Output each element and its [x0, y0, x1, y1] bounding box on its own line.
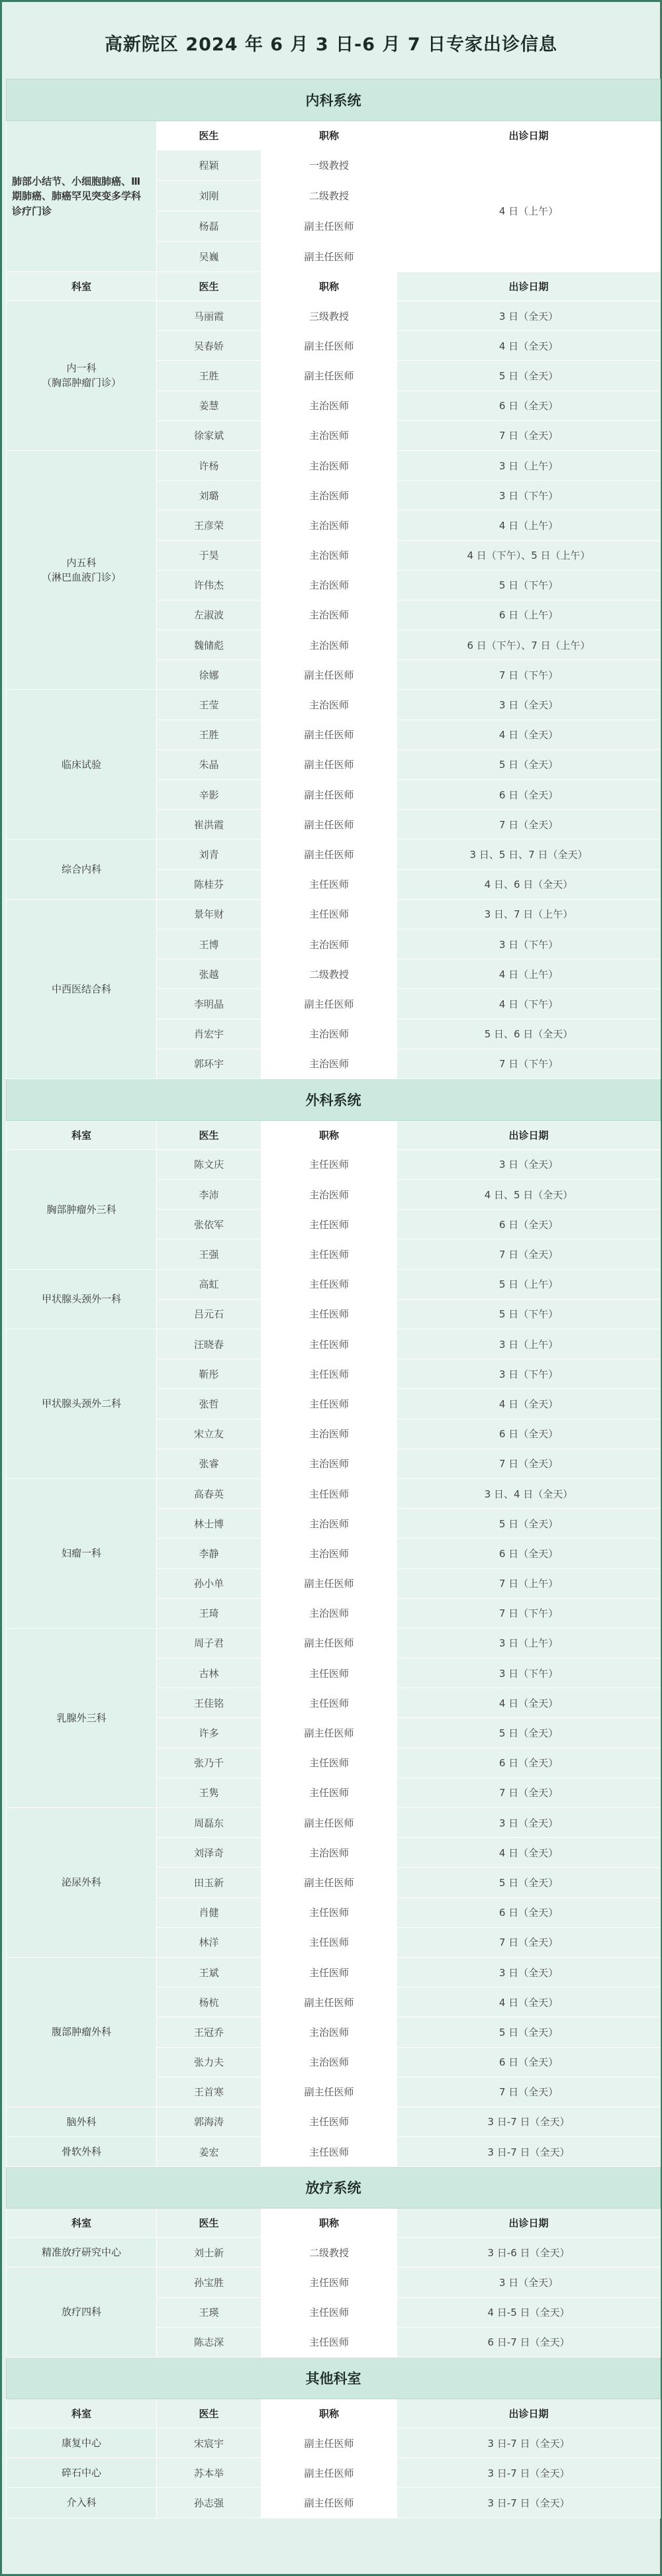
- doctor-name: 张依军: [157, 1210, 261, 1239]
- doctor-title: 主任医师: [261, 1927, 397, 1957]
- doctor-title: 副主任医师: [261, 1808, 397, 1838]
- doctor-title: 主任医师: [261, 1299, 397, 1329]
- department-name: 脑外科: [7, 2107, 157, 2136]
- clinic-date: 6 日（全天）: [397, 1897, 661, 1927]
- doctor-title: 主治医师: [261, 481, 397, 510]
- doctor-name: 王斌: [157, 1957, 261, 1987]
- doctor-title: 副主任医师: [261, 2077, 397, 2107]
- clinic-date: 4 日（下午）、5 日（上午）: [397, 540, 661, 570]
- doctor-title: 主任医师: [261, 1778, 397, 1807]
- clinic-date: 3 日-7 日（全天）: [397, 2428, 661, 2458]
- doctor-title: 主任医师: [261, 2327, 397, 2357]
- clinic-date: 3 日（全天）: [397, 1808, 661, 1838]
- doctor-name: 辛影: [157, 780, 261, 810]
- doctor-title: 主治医师: [261, 600, 397, 630]
- department-name: 放疗四科: [7, 2267, 157, 2358]
- clinic-date: 6 日（全天）: [397, 1210, 661, 1239]
- doctor-name: 古林: [157, 1658, 261, 1688]
- doctor-name: 程颖: [157, 150, 261, 181]
- clinic-date: 3 日（全天）: [397, 301, 661, 331]
- clinic-date: 3 日（全天）: [397, 1149, 661, 1179]
- doctor-name: 张力夫: [157, 2047, 261, 2077]
- doctor-name: 张哲: [157, 1389, 261, 1419]
- doctor-name: 魏储彪: [157, 630, 261, 660]
- clinic-date: 7 日（下午）: [397, 1049, 661, 1078]
- clinic-date: 6 日（上午）: [397, 600, 661, 630]
- doctor-name: 林洋: [157, 1927, 261, 1957]
- doctor-name: 许多: [157, 1718, 261, 1748]
- clinic-date: 5 日（上午）: [397, 1269, 661, 1299]
- clinic-date: 3 日（上午）: [397, 1329, 661, 1359]
- table-row: [7, 2238, 661, 2267]
- table-row: [7, 2107, 661, 2136]
- table-row: [7, 2458, 661, 2488]
- department-name: 精准放疗研究中心: [7, 2238, 157, 2267]
- table-row: [7, 1957, 661, 1987]
- table-row: [7, 1478, 661, 1508]
- doctor-name: 田玉新: [157, 1868, 261, 1897]
- doctor-name: 王隽: [157, 1778, 261, 1807]
- doctor-title: 一级教授: [261, 150, 397, 181]
- doctor-title: 副主任医师: [261, 242, 397, 272]
- clinic-date: 3 日、5 日、7 日（全天）: [397, 839, 661, 869]
- doctor-name: 高春英: [157, 1478, 261, 1508]
- table-row: [7, 2267, 661, 2297]
- clinic-date: 3 日、7 日（上午）: [397, 899, 661, 929]
- doctor-name: 周子君: [157, 1628, 261, 1658]
- section-title: 放疗系统: [7, 2167, 661, 2209]
- doctor-name: 杨杭: [157, 1987, 261, 2017]
- doctor-title: 副主任医师: [261, 1718, 397, 1748]
- doctor-name: 吴春娇: [157, 331, 261, 361]
- doctor-title: 副主任医师: [261, 331, 397, 361]
- doctor-title: 副主任医师: [261, 211, 397, 242]
- clinic-date: 4 日（全天）: [397, 331, 661, 361]
- doctor-title: 副主任医师: [261, 839, 397, 869]
- doctor-name: 王琦: [157, 1598, 261, 1628]
- clinic-date: 3 日、4 日（全天）: [397, 1478, 661, 1508]
- clinic-date: 7 日（全天）: [397, 1449, 661, 1478]
- table-row: [7, 1808, 661, 1838]
- doctor-title: 主任医师: [261, 1688, 397, 1718]
- header-dept: 科室: [7, 272, 157, 301]
- doctor-title: 主任医师: [261, 1897, 397, 1927]
- doctor-title: 主治医师: [261, 540, 397, 570]
- doctor-title: 主任医师: [261, 2137, 397, 2167]
- doctor-title: 主治医师: [261, 2047, 397, 2077]
- doctor-title: 主治医师: [261, 510, 397, 540]
- header-doctor: 医生: [157, 2399, 261, 2428]
- table-row: [7, 690, 661, 720]
- doctor-name: 许伟杰: [157, 570, 261, 600]
- clinic-date: 4 日（上午）: [397, 959, 661, 989]
- clinic-date: 6 日（全天）: [397, 1748, 661, 1778]
- doctor-title: 副主任医师: [261, 810, 397, 839]
- department-name: 骨软外科: [7, 2137, 157, 2167]
- doctor-title: 主治医师: [261, 1180, 397, 1210]
- doctor-title: 二级教授: [261, 2238, 397, 2267]
- special-clinic-name: 肺部小结节、小细胞肺癌、Ⅲ期肺癌、肺癌罕见突变多学科诊疗门诊: [7, 121, 157, 272]
- department-name: 甲状腺头颈外二科: [7, 1329, 157, 1479]
- department-name: 内一科 （胸部肿瘤门诊）: [7, 301, 157, 451]
- clinic-date: 7 日（全天）: [397, 1778, 661, 1807]
- clinic-date: 3 日（下午）: [397, 1658, 661, 1688]
- header-doctor: 医生: [157, 2209, 261, 2238]
- doctor-name: 孙宝胜: [157, 2267, 261, 2297]
- clinic-date: 5 日（全天）: [397, 1718, 661, 1748]
- clinic-date: 4 日（全天）: [397, 1389, 661, 1419]
- doctor-name: 于昊: [157, 540, 261, 570]
- doctor-title: 主任医师: [261, 1478, 397, 1508]
- clinic-date: 5 日（全天）: [397, 1509, 661, 1539]
- doctor-title: 主任医师: [261, 1957, 397, 1987]
- doctor-name: 王莹: [157, 690, 261, 720]
- department-name: 康复中心: [7, 2428, 157, 2458]
- header-title: 职称: [261, 121, 397, 150]
- doctor-name: 张睿: [157, 1449, 261, 1478]
- doctor-name: 景年财: [157, 899, 261, 929]
- doctor-title: 二级教授: [261, 959, 397, 989]
- section-title: 内科系统: [7, 79, 661, 121]
- doctor-title: 主治医师: [261, 1449, 397, 1478]
- doctor-title: 主任医师: [261, 1658, 397, 1688]
- clinic-date: 3 日（下午）: [397, 481, 661, 510]
- clinic-date: 3 日-7 日（全天）: [397, 2488, 661, 2518]
- clinic-date: 3 日（全天）: [397, 2267, 661, 2297]
- clinic-date: 5 日（下午）: [397, 1299, 661, 1329]
- table-row: [7, 899, 661, 929]
- doctor-title: 主治医师: [261, 420, 397, 450]
- clinic-date: 3 日-6 日（全天）: [397, 2238, 661, 2267]
- department-name: 碎石中心: [7, 2458, 157, 2488]
- header-date: 出诊日期: [397, 2399, 661, 2428]
- table-row: [7, 2137, 661, 2167]
- table-row: [7, 450, 661, 480]
- doctor-name: 刘青: [157, 839, 261, 869]
- table-row: [7, 1269, 661, 1299]
- doctor-title: 主治医师: [261, 1509, 397, 1539]
- header-date: 出诊日期: [397, 1120, 661, 1149]
- clinic-date: 5 日（全天）: [397, 1868, 661, 1897]
- doctor-name: 高虹: [157, 1269, 261, 1299]
- doctor-name: 李静: [157, 1539, 261, 1568]
- clinic-date: 7 日（全天）: [397, 1927, 661, 1957]
- clinic-date: 7 日（下午）: [397, 1598, 661, 1628]
- clinic-date: 5 日（下午）: [397, 570, 661, 600]
- doctor-title: 主治医师: [261, 929, 397, 959]
- clinic-date: 7 日（下午）: [397, 660, 661, 690]
- clinic-date: 3 日-7 日（全天）: [397, 2107, 661, 2136]
- department-name: 中西医结合科: [7, 899, 157, 1078]
- doctor-name: 王强: [157, 1239, 261, 1269]
- doctor-name: 徐娜: [157, 660, 261, 690]
- clinic-date: 4 日-5 日（全天）: [397, 2297, 661, 2327]
- clinic-date: 4 日（全天）: [397, 1987, 661, 2017]
- doctor-title: 主治医师: [261, 1419, 397, 1449]
- clinic-date: 6 日（全天）: [397, 391, 661, 420]
- page-title: 高新院区 2024 年 6 月 3 日-6 月 7 日专家出诊信息: [104, 34, 558, 55]
- doctor-name: 王胜: [157, 361, 261, 391]
- doctor-name: 陈志深: [157, 2327, 261, 2357]
- clinic-date: 7 日（上午）: [397, 1568, 661, 1598]
- doctor-name: 孙小单: [157, 1568, 261, 1598]
- doctor-name: 宋宸宇: [157, 2428, 261, 2458]
- clinic-date: 6 日-7 日（全天）: [397, 2327, 661, 2357]
- doctor-title: 三级教授: [261, 301, 397, 331]
- doctor-title: 主治医师: [261, 1838, 397, 1868]
- doctor-name: 王瑛: [157, 2297, 261, 2327]
- clinic-date: 3 日（下午）: [397, 929, 661, 959]
- doctor-title: 副主任医师: [261, 2488, 397, 2518]
- doctor-name: 许杨: [157, 450, 261, 480]
- doctor-title: 副主任医师: [261, 1568, 397, 1598]
- clinic-date: 4 日（下午）: [397, 989, 661, 1019]
- doctor-title: 主治医师: [261, 1019, 397, 1049]
- doctor-title: 副主任医师: [261, 1987, 397, 2017]
- doctor-title: 副主任医师: [261, 1868, 397, 1897]
- doctor-name: 王佳铭: [157, 1688, 261, 1718]
- doctor-name: 王彦荣: [157, 510, 261, 540]
- clinic-date: 5 日（全天）: [397, 2017, 661, 2047]
- department-name: 内五科 （淋巴血液门诊）: [7, 450, 157, 690]
- doctor-title: 副主任医师: [261, 2428, 397, 2458]
- table-row: [7, 1628, 661, 1658]
- department-name: 妇瘤一科: [7, 1478, 157, 1628]
- header-title: 职称: [261, 2209, 397, 2238]
- header-dept: 科室: [7, 1120, 157, 1149]
- table-row: [7, 2428, 661, 2458]
- header-doctor: 医生: [157, 121, 261, 150]
- doctor-name: 刘刚: [157, 181, 261, 211]
- doctor-name: 张越: [157, 959, 261, 989]
- doctor-title: 主治医师: [261, 1598, 397, 1628]
- doctor-name: 林士博: [157, 1509, 261, 1539]
- doctor-title: 副主任医师: [261, 989, 397, 1019]
- header-dept: 科室: [7, 2399, 157, 2428]
- doctor-name: 王胜: [157, 720, 261, 749]
- doctor-title: 主任医师: [261, 869, 397, 899]
- doctor-name: 马丽霞: [157, 301, 261, 331]
- clinic-date: 3 日（上午）: [397, 1628, 661, 1658]
- doctor-name: 肖宏宇: [157, 1019, 261, 1049]
- doctor-name: 靳彤: [157, 1359, 261, 1389]
- section-title: 其他科室: [7, 2358, 661, 2399]
- clinic-date: 7 日（全天）: [397, 1239, 661, 1269]
- department-name: 介入科: [7, 2488, 157, 2518]
- doctor-title: 副主任医师: [261, 749, 397, 779]
- clinic-date: 4 日（上午）: [397, 150, 661, 272]
- doctor-name: 李沛: [157, 1180, 261, 1210]
- table-row: [7, 301, 661, 331]
- doctor-title: 主治医师: [261, 690, 397, 720]
- doctor-name: 郭海涛: [157, 2107, 261, 2136]
- doctor-title: 主任医师: [261, 1359, 397, 1389]
- doctor-name: 吴巍: [157, 242, 261, 272]
- doctor-title: 主任医师: [261, 1239, 397, 1269]
- clinic-date: 4 日（全天）: [397, 1688, 661, 1718]
- doctor-title: 主治医师: [261, 391, 397, 420]
- clinic-date: 3 日（上午）: [397, 450, 661, 480]
- doctor-name: 刘泽奇: [157, 1838, 261, 1868]
- header-doctor: 医生: [157, 272, 261, 301]
- doctor-name: 汪晓春: [157, 1329, 261, 1359]
- doctor-name: 陈文庆: [157, 1149, 261, 1179]
- doctor-name: 苏本举: [157, 2458, 261, 2488]
- doctor-title: 主任医师: [261, 899, 397, 929]
- clinic-date: 7 日（全天）: [397, 810, 661, 839]
- header-dept: 科室: [7, 2209, 157, 2238]
- doctor-title: 副主任医师: [261, 2458, 397, 2488]
- doctor-title: 主治医师: [261, 1049, 397, 1078]
- clinic-date: 6 日（全天）: [397, 780, 661, 810]
- clinic-date: 3 日（全天）: [397, 690, 661, 720]
- department-name: 泌尿外科: [7, 1808, 157, 1958]
- doctor-title: 主治医师: [261, 570, 397, 600]
- doctor-title: 主治医师: [261, 2017, 397, 2047]
- doctor-title: 二级教授: [261, 181, 397, 211]
- header-date: 出诊日期: [397, 272, 661, 301]
- doctor-title: 主治医师: [261, 1539, 397, 1568]
- doctor-name: 王冠乔: [157, 2017, 261, 2047]
- doctor-name: 吕元石: [157, 1299, 261, 1329]
- doctor-name: 肖健: [157, 1897, 261, 1927]
- doctor-title: 主治医师: [261, 630, 397, 660]
- doctor-title: 主任医师: [261, 2297, 397, 2327]
- doctor-title: 主任医师: [261, 1210, 397, 1239]
- clinic-date: 4 日（上午）: [397, 510, 661, 540]
- clinic-date: 5 日、6 日（全天）: [397, 1019, 661, 1049]
- clinic-date: 4 日、6 日（全天）: [397, 869, 661, 899]
- clinic-date: 5 日（全天）: [397, 361, 661, 391]
- table-row: [7, 1329, 661, 1359]
- doctor-name: 张乃千: [157, 1748, 261, 1778]
- clinic-date: 7 日（全天）: [397, 420, 661, 450]
- doctor-title: 主任医师: [261, 2267, 397, 2297]
- table-row: [7, 2488, 661, 2518]
- doctor-name: 周磊东: [157, 1808, 261, 1838]
- table-row: [7, 1149, 661, 1179]
- doctor-name: 宋立友: [157, 1419, 261, 1449]
- clinic-date: 3 日-7 日（全天）: [397, 2137, 661, 2167]
- header-date: 出诊日期: [397, 2209, 661, 2238]
- clinic-date: 4 日、5 日（全天）: [397, 1180, 661, 1210]
- clinic-date: 6 日（全天）: [397, 1419, 661, 1449]
- doctor-title: 副主任医师: [261, 1628, 397, 1658]
- header-title: 职称: [261, 2399, 397, 2428]
- clinic-date: 5 日（全天）: [397, 749, 661, 779]
- clinic-date: 6 日（下午）、7 日（上午）: [397, 630, 661, 660]
- doctor-name: 姜宏: [157, 2137, 261, 2167]
- clinic-date: 4 日（全天）: [397, 720, 661, 749]
- clinic-date: 3 日-7 日（全天）: [397, 2458, 661, 2488]
- doctor-title: 副主任医师: [261, 361, 397, 391]
- doctor-name: 刘璐: [157, 481, 261, 510]
- doctor-name: 姜慧: [157, 391, 261, 420]
- doctor-title: 主任医师: [261, 2107, 397, 2136]
- section-title: 外科系统: [7, 1078, 661, 1120]
- doctor-title: 副主任医师: [261, 720, 397, 749]
- header-date: 出诊日期: [397, 121, 661, 150]
- department-name: 综合内科: [7, 839, 157, 899]
- table-row: [7, 839, 661, 869]
- clinic-date: 4 日（全天）: [397, 1838, 661, 1868]
- doctor-name: 王博: [157, 929, 261, 959]
- doctor-title: 副主任医师: [261, 660, 397, 690]
- doctor-name: 刘士新: [157, 2238, 261, 2267]
- doctor-name: 陈桂芬: [157, 869, 261, 899]
- clinic-date: 3 日（全天）: [397, 1957, 661, 1987]
- clinic-date: 6 日（全天）: [397, 1539, 661, 1568]
- doctor-title: 主任医师: [261, 1329, 397, 1359]
- doctor-title: 主任医师: [261, 1149, 397, 1179]
- doctor-name: 杨磊: [157, 211, 261, 242]
- department-name: 甲状腺头颈外一科: [7, 1269, 157, 1329]
- header-title: 职称: [261, 272, 397, 301]
- clinic-date: 3 日（下午）: [397, 1359, 661, 1389]
- doctor-name: 王首寒: [157, 2077, 261, 2107]
- department-name: 腹部肿瘤外科: [7, 1957, 157, 2107]
- doctor-name: 朱晶: [157, 749, 261, 779]
- doctor-title: 主任医师: [261, 1389, 397, 1419]
- doctor-name: 崔洪霞: [157, 810, 261, 839]
- header-doctor: 医生: [157, 1120, 261, 1149]
- doctor-title: 主任医师: [261, 1748, 397, 1778]
- clinic-date: 6 日（全天）: [397, 2047, 661, 2077]
- doctor-name: 郭环宇: [157, 1049, 261, 1078]
- department-name: 乳腺外三科: [7, 1628, 157, 1807]
- doctor-title: 主任医师: [261, 1269, 397, 1299]
- department-name: 胸部肿瘤外三科: [7, 1149, 157, 1269]
- doctor-name: 左淑波: [157, 600, 261, 630]
- doctor-title: 副主任医师: [261, 780, 397, 810]
- clinic-date: 7 日（全天）: [397, 2077, 661, 2107]
- department-name: 临床试验: [7, 690, 157, 839]
- schedule-table: [6, 79, 661, 2518]
- header-title: 职称: [261, 1120, 397, 1149]
- doctor-name: 徐家斌: [157, 420, 261, 450]
- doctor-name: 孙志强: [157, 2488, 261, 2518]
- doctor-title: 主治医师: [261, 450, 397, 480]
- doctor-name: 李明晶: [157, 989, 261, 1019]
